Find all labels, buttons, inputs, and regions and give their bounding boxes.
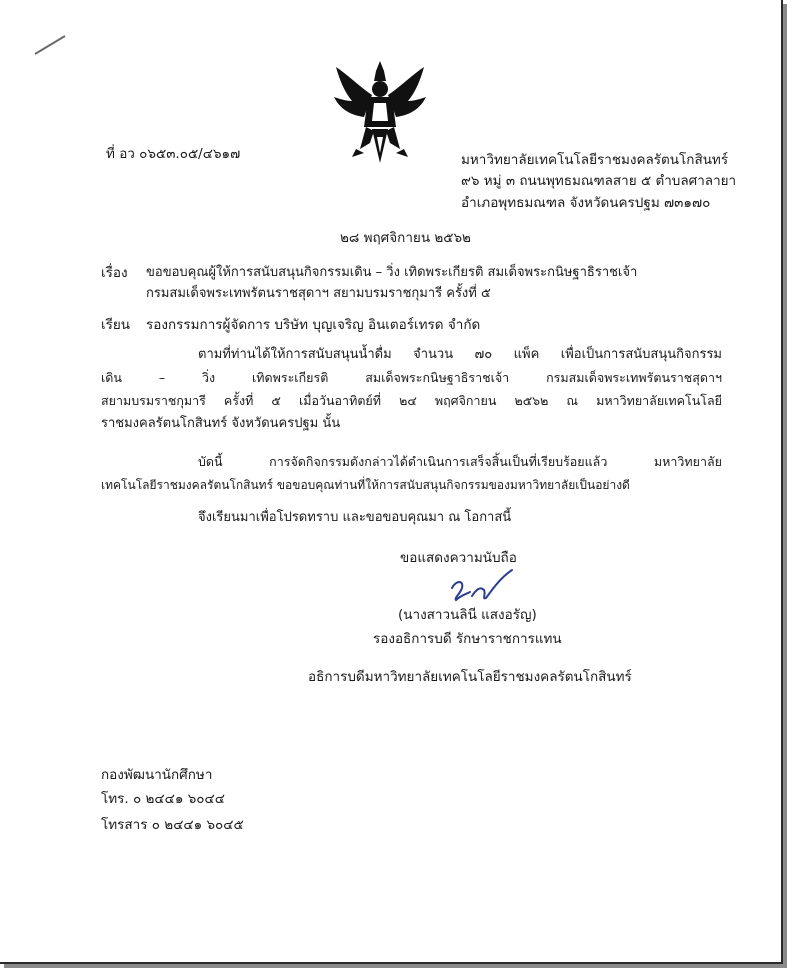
closing-salutation: ขอแสดงความนับถือ bbox=[400, 550, 517, 566]
closing-request: จึงเรียนมาเพื่อโปรดทราบ และขอขอบคุณมา ณ โอกาสนี้ bbox=[198, 510, 512, 525]
subject-label: เรื่อง bbox=[101, 265, 128, 281]
department-name: กองพัฒนานักศึกษา bbox=[101, 767, 213, 783]
paragraph-1-line-3: สยามบรมราชกุมารี ครั้งที่ ๕ เมื่อวันอาทิตย์ที่ ๒๔ พฤศจิกายน ๒๕๖๒ ณ มหาวิทยาลัยเทคโนโลยี bbox=[101, 393, 722, 408]
sender-address-line-2: ๙๖ หมู่ ๓ ถนนพุทธมณฑลสาย ๕ ตำบลศาลายา bbox=[461, 173, 737, 189]
subject-line-1: ขอขอบคุณผู้ให้การสนับสนุนกิจกรรมเดิน – วิ่ง เทิดพระเกียรติ สมเด็จพระกนิษฐาธิราชเจ้า bbox=[146, 265, 638, 280]
salutation-label: เรียน bbox=[101, 317, 131, 333]
paragraph-2-line-2: เทคโนโลยีราชมงคลรัตนโกสินทร์ ขอขอบคุณท่านที่ให้การสนับสนุนกิจกรรมของมหาวิทยาลัยเป็นอย่างดี bbox=[101, 478, 630, 492]
paragraph-1-line-2: เดิน – วิ่ง เทิดพระเกียรติ สมเด็จพระกนิษฐาธิราชเจ้า กรมสมเด็จพระเทพรัตนราชสุดาฯ bbox=[101, 370, 722, 385]
pen-mark bbox=[33, 34, 67, 56]
salutation-text: รองกรรมการผู้จัดการ บริษัท บุญเจริญ อินเตอร์เทรด จำกัด bbox=[146, 317, 481, 333]
paragraph-2-line-1: บัดนี้ การจัดกิจกรรมดังกล่าวได้ดำเนินการเสร็จสิ้นเป็นที่เรียบร้อยแล้ว มหาวิทยาลัย bbox=[198, 454, 722, 469]
signer-title-2: อธิการบดีมหาวิทยาลัยเทคโนโลยีราชมงคลรัตนโกสินทร์ bbox=[308, 669, 632, 685]
paragraph-1-line-4: ราชมงคลรัตนโกสินทร์ จังหวัดนครปฐม นั้น bbox=[101, 416, 341, 431]
handwritten-signature bbox=[446, 566, 520, 606]
signer-name: (นางสาวนลินี แสงอรัญ) bbox=[398, 607, 537, 623]
sender-address-line-3: อำเภอพุทธมณฑล จังหวัดนครปฐม ๗๓๑๗๐ bbox=[461, 195, 711, 211]
letter-date: ๒๘ พฤศจิกายน ๒๕๖๒ bbox=[340, 230, 471, 246]
subject-line-2: กรมสมเด็จพระเทพรัตนราชสุดาฯ สยามบรมราชกุมารี ครั้งที่ ๕ bbox=[146, 286, 491, 301]
fax-number: โทรสาร ๐ ๒๔๔๑ ๖๐๔๕ bbox=[101, 817, 244, 833]
signer-title-1: รองอธิการบดี รักษาราชการแทน bbox=[373, 631, 562, 647]
sender-address-line-1: มหาวิทยาลัยเทคโนโลยีราชมงคลรัตนโกสินทร์ bbox=[461, 152, 729, 168]
paragraph-1-line-1: ตามที่ท่านได้ให้การสนับสนุนน้ำดื่ม จำนวน ๗๐ แพ็ค เพื่อเป็นการสนับสนุนกิจกรรม bbox=[198, 347, 722, 362]
garuda-emblem-icon bbox=[330, 57, 430, 167]
phone-number: โทร. ๐ ๒๔๔๑ ๖๐๔๔ bbox=[101, 791, 225, 807]
reference-number: ที่ อว ๐๖๕๓.๐๕/๔๖๑๗ bbox=[106, 146, 241, 162]
